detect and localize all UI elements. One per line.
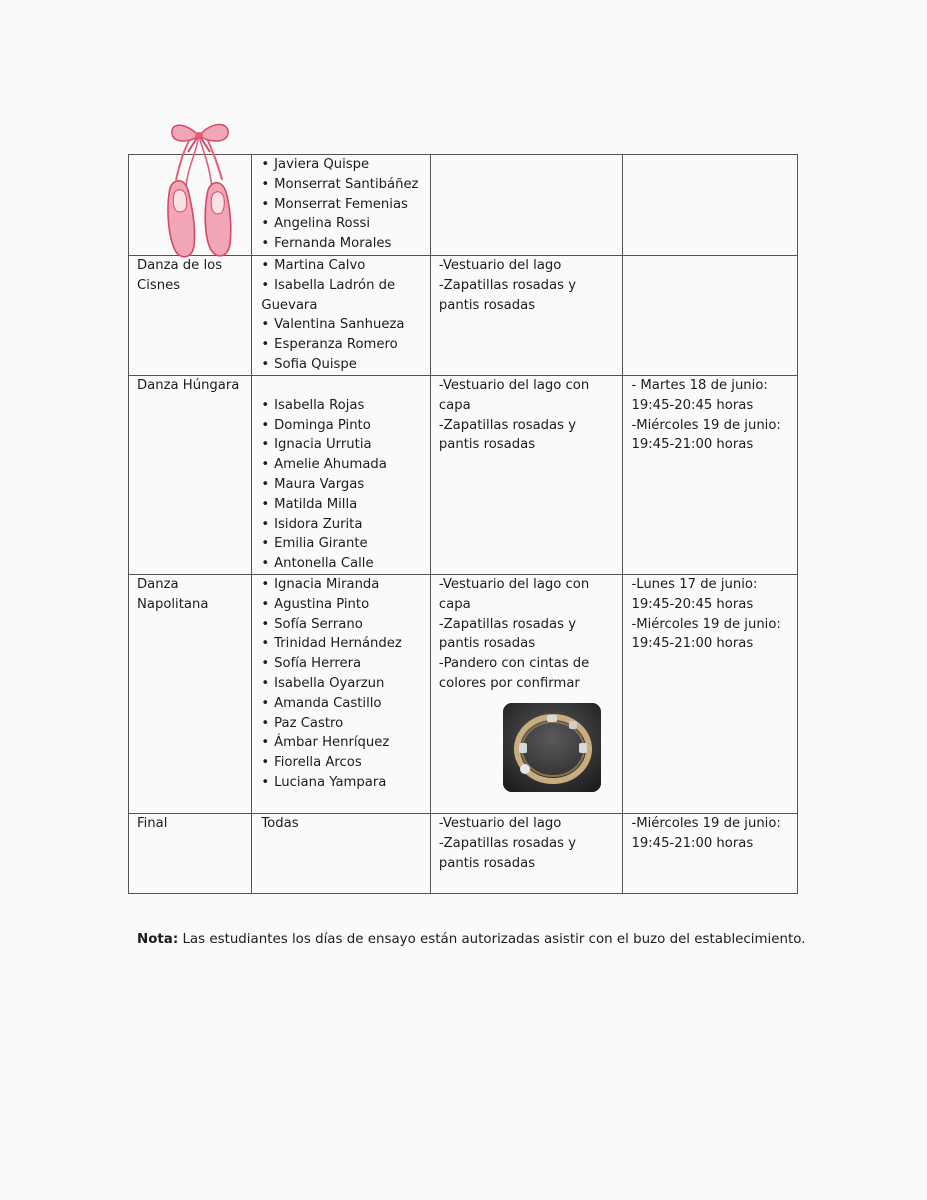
schedule-line: -Miércoles 19 de junio: xyxy=(631,616,781,632)
table-row xyxy=(129,814,798,894)
dancer-list xyxy=(261,256,424,375)
costume-item: -Vestuario del lago xyxy=(438,816,562,831)
schedule-cell xyxy=(623,575,798,814)
note xyxy=(137,932,817,947)
dancer-name: • Isabella Ladrón de Guevara xyxy=(261,276,424,316)
dancers-cell xyxy=(252,256,431,376)
dancer-name: • Fernanda Morales xyxy=(261,234,424,254)
dancer-name: • Fiorella Arcos xyxy=(261,753,424,773)
dancer-name: • Javiera Quispe xyxy=(261,155,424,175)
dancer-list xyxy=(261,575,424,793)
schedule-line: 19:45-21:00 horas xyxy=(631,437,754,453)
dancer-name: • Sofía Herrera xyxy=(261,654,424,674)
dancer-list xyxy=(261,396,424,574)
pointe-shoes-icon xyxy=(162,118,242,260)
schedule-cell xyxy=(623,155,798,256)
dancer-list xyxy=(261,155,424,254)
dance-cell: Danza de los Cisnes xyxy=(129,256,252,376)
costume-item: -Vestuario del lago con capa xyxy=(438,378,590,413)
costume-cell xyxy=(430,155,623,256)
dance-cell: Danza Húngara xyxy=(129,376,252,575)
costume-cell xyxy=(430,376,623,575)
dancer-name: • Amanda Castillo xyxy=(261,694,424,714)
dancer-name: • Martina Calvo xyxy=(261,256,424,276)
dancer-name: • Sofia Quispe xyxy=(261,355,424,375)
dance-cell: Danza Napolitana xyxy=(129,575,252,814)
costume-item: -Zapatillas rosadas y pantis rosadas xyxy=(438,417,576,453)
costume-cell xyxy=(430,814,623,894)
dancer-name: • Valentina Sanhueza xyxy=(261,315,424,335)
dancer-name: • Luciana Yampara xyxy=(261,773,424,793)
schedule-line: -Lunes 17 de junio: xyxy=(631,577,758,592)
dancer-name: • Trinidad Hernández xyxy=(261,634,424,654)
dancer-name: • Ámbar Henríquez xyxy=(261,733,424,753)
dancers-cell xyxy=(252,155,431,256)
schedule-line: 19:45-20:45 horas xyxy=(631,596,754,612)
costume-item: -Pandero con cintas de colores por confirmar xyxy=(438,656,590,691)
schedule-cell xyxy=(623,814,798,894)
dancer-name: • Monserrat Femenias xyxy=(261,195,424,215)
schedule-line: 19:45-21:00 horas xyxy=(631,636,754,652)
schedule-line: - Martes 18 de junio: xyxy=(631,378,768,393)
table-row xyxy=(129,376,798,575)
costume-item: -Zapatillas rosadas y pantis rosadas xyxy=(438,277,576,313)
dancer-name: • Isidora Zurita xyxy=(261,515,424,535)
dance-cell: Final xyxy=(129,814,252,894)
dancer-name: • Paz Castro xyxy=(261,714,424,734)
dancer-name: • Isabella Rojas xyxy=(261,396,424,416)
dancer-name: • Antonella Calle xyxy=(261,554,424,574)
rehearsal-table xyxy=(128,154,798,894)
schedule-cell xyxy=(623,256,798,376)
costume-item: -Vestuario del lago xyxy=(438,258,562,273)
dancer-name: • Ignacia Miranda xyxy=(261,575,424,595)
dancer-name: • Agustina Pinto xyxy=(261,595,424,615)
schedule-cell xyxy=(623,376,798,575)
schedule-line: 19:45-20:45 horas xyxy=(631,397,754,413)
dancers-cell: Todas xyxy=(252,814,431,894)
costume-item: -Zapatillas rosadas y pantis rosadas xyxy=(438,835,576,871)
dancers-cell xyxy=(252,376,431,575)
dancer-name: • Dominga Pinto xyxy=(261,416,424,436)
dancer-name: • Angelina Rossi xyxy=(261,214,424,234)
costume-item: -Zapatillas rosadas y pantis rosadas xyxy=(438,616,576,652)
dancer-name: • Maura Vargas xyxy=(261,475,424,495)
schedule-line: -Miércoles 19 de junio: xyxy=(631,816,781,831)
dancer-name: • Isabella Oyarzun xyxy=(261,674,424,694)
table-row xyxy=(129,575,798,814)
dancer-name: • Ignacia Urrutia xyxy=(261,435,424,455)
costume-item: -Vestuario del lago con capa xyxy=(438,577,590,612)
costume-cell xyxy=(430,256,623,376)
schedule-line: -Miércoles 19 de junio: xyxy=(631,417,781,433)
dancer-name: • Emilia Girante xyxy=(261,534,424,554)
tambourine-icon xyxy=(503,703,601,792)
tambourine-image xyxy=(503,703,601,792)
dancer-name: • Matilda Milla xyxy=(261,495,424,515)
schedule-line: 19:45-21:00 horas xyxy=(631,835,754,851)
dancer-name: • Monserrat Santibáñez xyxy=(261,175,424,195)
dancer-name: • Amelie Ahumada xyxy=(261,455,424,475)
dancer-name: • Esperanza Romero xyxy=(261,335,424,355)
note-text: Las estudiantes los días de ensayo están autorizadas asistir con el buzo del establecimiento. xyxy=(178,932,806,947)
table-row xyxy=(129,256,798,376)
dancers-cell xyxy=(252,575,431,814)
dancer-name: • Sofía Serrano xyxy=(261,615,424,635)
note-label: Nota: xyxy=(137,932,179,947)
